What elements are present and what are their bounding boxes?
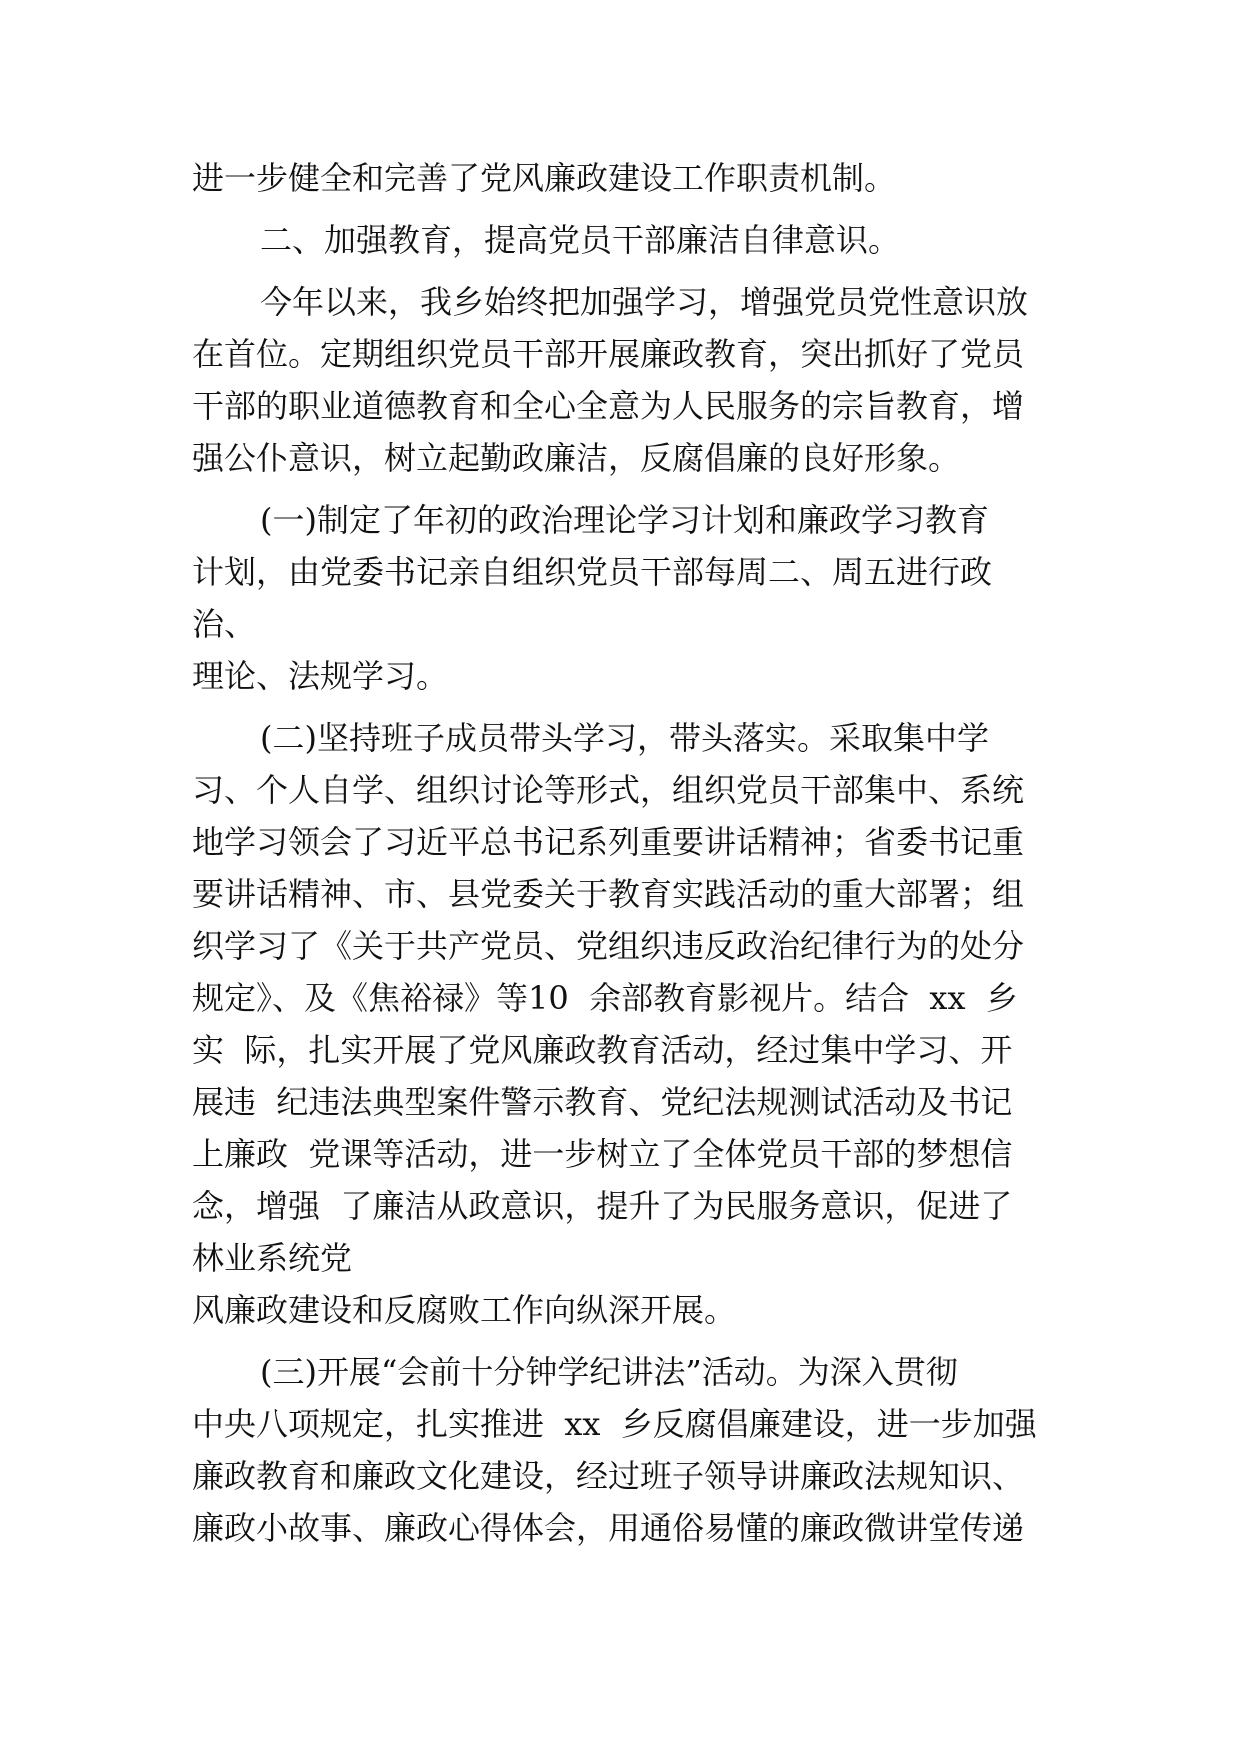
text-line: 要讲话精神、市、县党委关于教育实践活动的重大部署；组 bbox=[192, 875, 1025, 913]
text-line: 进一步健全和完善了党风廉政建设工作职责机制。 bbox=[192, 159, 897, 197]
text-line: 展违 纪违法典型案件警示教育、党纪法规测试活动及书记 bbox=[192, 1083, 1013, 1121]
text-line: 上廉政 党课等活动，进一步树立了全体党员干部的梦想信 bbox=[192, 1135, 1013, 1173]
text-line: 风廉政建设和反腐败工作向纵深开展。 bbox=[192, 1291, 737, 1329]
text-line: 林业系统党 bbox=[192, 1239, 353, 1277]
text-line: 强公仆意识，树立起勤政廉洁，反腐倡廉的良好形象。 bbox=[192, 439, 961, 477]
text-line: 理论、法规学习。 bbox=[192, 657, 449, 695]
text-line: 治、 bbox=[192, 605, 257, 643]
text-line: 干部的职业道德教育和全心全意为人民服务的宗旨教育，增 bbox=[192, 387, 1025, 425]
document-body bbox=[192, 152, 1072, 1554]
text-line: 规定》、及《焦裕禄》等10 余部教育影视片。结合 xx 乡 bbox=[192, 979, 1018, 1017]
text-line: 念，增强 了廉洁从政意识，提升了为民服务意识，促进了 bbox=[192, 1187, 1013, 1225]
text-line: (二)坚持班子成员带头学习，带头落实。采取集中学 bbox=[260, 719, 989, 757]
text-line: (一)制定了年初的政治理论学习计划和廉政学习教育 bbox=[260, 501, 989, 539]
text-line: 廉政教育和廉政文化建设，经过班子领导讲廉政法规知识、 bbox=[192, 1457, 1025, 1495]
section-heading: 二、加强教育，提高党员干部廉洁自律意识。 bbox=[260, 221, 901, 259]
text-line: 今年以来，我乡始终把加强学习，增强党员党性意识放 bbox=[260, 283, 1029, 321]
text-line: 实 际，扎实开展了党风廉政教育活动，经过集中学习、开 bbox=[192, 1031, 1013, 1069]
text-line: 习、个人自学、组织讨论等形式，组织党员干部集中、系统 bbox=[192, 771, 1025, 809]
text-line: 计划，由党委书记亲自组织党员干部每周二、周五进行政 bbox=[192, 553, 993, 591]
text-line: 在首位。定期组织党员干部开展廉政教育，突出抓好了党员 bbox=[192, 335, 1025, 373]
text-line: (三)开展“会前十分钟学纪讲法”活动。为深入贯彻 bbox=[260, 1353, 958, 1391]
text-line: 织学习了《关于共产党员、党组织违反政治纪律行为的处分 bbox=[192, 927, 1025, 965]
text-line: 地学习领会了习近平总书记系列重要讲话精神；省委书记重 bbox=[192, 823, 1025, 861]
text-line: 廉政小故事、廉政心得体会，用通俗易懂的廉政微讲堂传递 bbox=[192, 1509, 1025, 1547]
text-line: 中央八项规定，扎实推进 xx 乡反腐倡廉建设，进一步加强 bbox=[192, 1405, 1037, 1443]
